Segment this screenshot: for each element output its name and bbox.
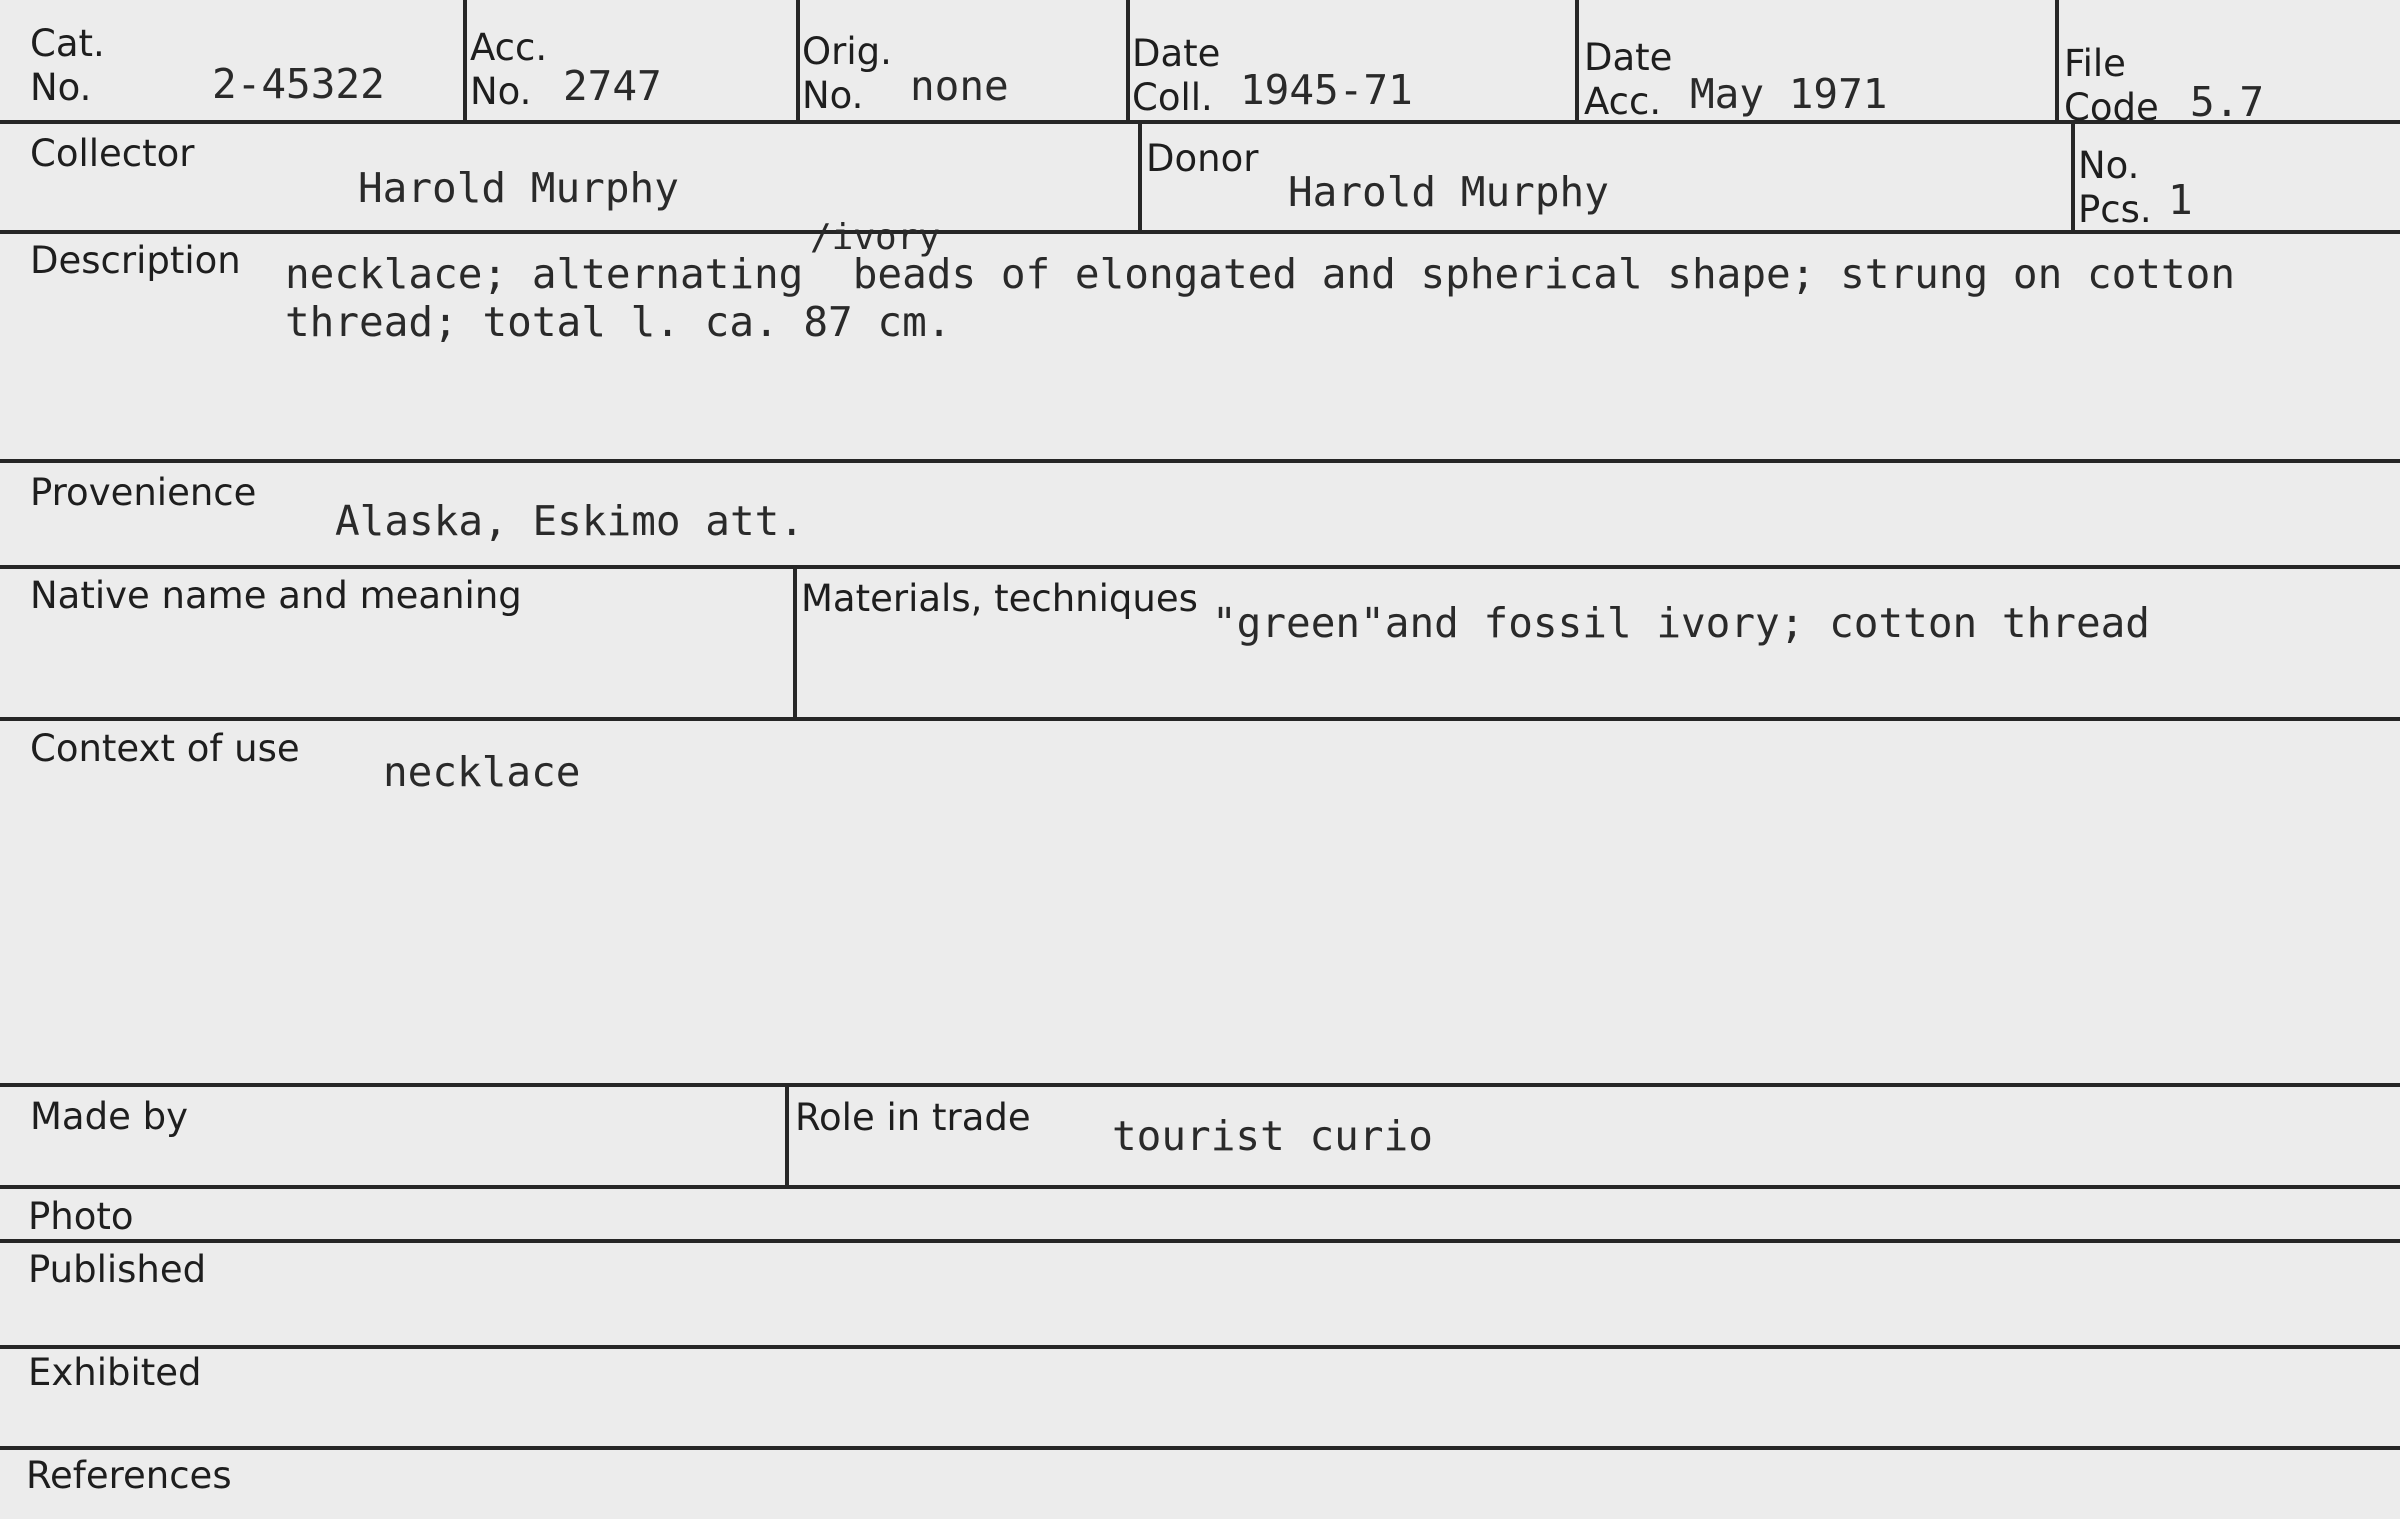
date-coll-label: Date Coll. [1132, 32, 1221, 119]
rule-provenience [0, 565, 2400, 569]
divider-collector-donor [1138, 124, 1142, 230]
acc-no-label: Acc. No. [470, 26, 548, 113]
no-pcs-label: No. Pcs. [2078, 144, 2152, 231]
photo-label: Photo [28, 1195, 134, 1238]
references-label: References [26, 1454, 232, 1497]
description-label: Description [30, 239, 241, 282]
date-acc-label: Date Acc. [1584, 36, 1673, 123]
donor-label: Donor [1146, 137, 1259, 180]
divider-donor-pcs [2071, 124, 2075, 234]
divider-cat-acc [463, 0, 467, 120]
rule-description [0, 459, 2400, 463]
no-pcs-value: 1 [2168, 176, 2193, 224]
cat-no-value: 2-45322 [212, 60, 385, 108]
donor-value: Harold Murphy [1288, 168, 1609, 216]
file-code-label: File Code [2064, 42, 2159, 129]
materials-value: "green"and fossil ivory; cotton thread [1212, 599, 2150, 647]
native-name-label: Native name and meaning [30, 574, 522, 617]
rule-header [0, 120, 2400, 124]
rule-photo [0, 1239, 2400, 1243]
rule-collector [0, 230, 2400, 234]
provenience-label: Provenience [30, 471, 257, 514]
collector-value: Harold Murphy [358, 164, 679, 212]
date-coll-value: 1945-71 [1240, 66, 1413, 114]
rule-exhibited [0, 1446, 2400, 1450]
made-by-label: Made by [30, 1095, 188, 1138]
context-of-use-label: Context of use [30, 727, 300, 770]
divider-orig-datecoll [1126, 0, 1130, 120]
collector-label: Collector [30, 132, 195, 175]
divider-datecoll-dateacc [1575, 0, 1579, 120]
orig-no-label: Orig. No. [802, 30, 892, 117]
description-line-1: necklace; alternating beads of elongated and spherical shape; strung on cotton [285, 250, 2236, 298]
divider-made-role [785, 1087, 789, 1185]
divider-acc-orig [796, 0, 800, 120]
context-of-use-value: necklace [383, 748, 581, 796]
divider-dateacc-file [2055, 0, 2059, 120]
orig-no-value: none [910, 62, 1009, 110]
rule-made-by [0, 1185, 2400, 1189]
description-line-2: thread; total l. ca. 87 cm. [285, 298, 952, 346]
rule-context [0, 1083, 2400, 1087]
role-in-trade-value: tourist curio [1112, 1112, 1433, 1160]
acc-no-value: 2747 [563, 62, 662, 110]
description-insertion: /ivory [810, 217, 941, 258]
materials-label: Materials, techniques [801, 577, 1198, 620]
cat-no-label: Cat. No. [30, 22, 105, 109]
date-acc-value: May 1971 [1690, 70, 1888, 118]
file-code-value: 5.7 [2190, 78, 2265, 126]
provenience-value: Alaska, Eskimo att. [335, 497, 804, 545]
role-in-trade-label: Role in trade [795, 1096, 1031, 1139]
exhibited-label: Exhibited [28, 1351, 202, 1394]
rule-published [0, 1345, 2400, 1349]
published-label: Published [28, 1248, 207, 1291]
divider-native-materials [793, 569, 797, 717]
rule-native-name [0, 717, 2400, 721]
